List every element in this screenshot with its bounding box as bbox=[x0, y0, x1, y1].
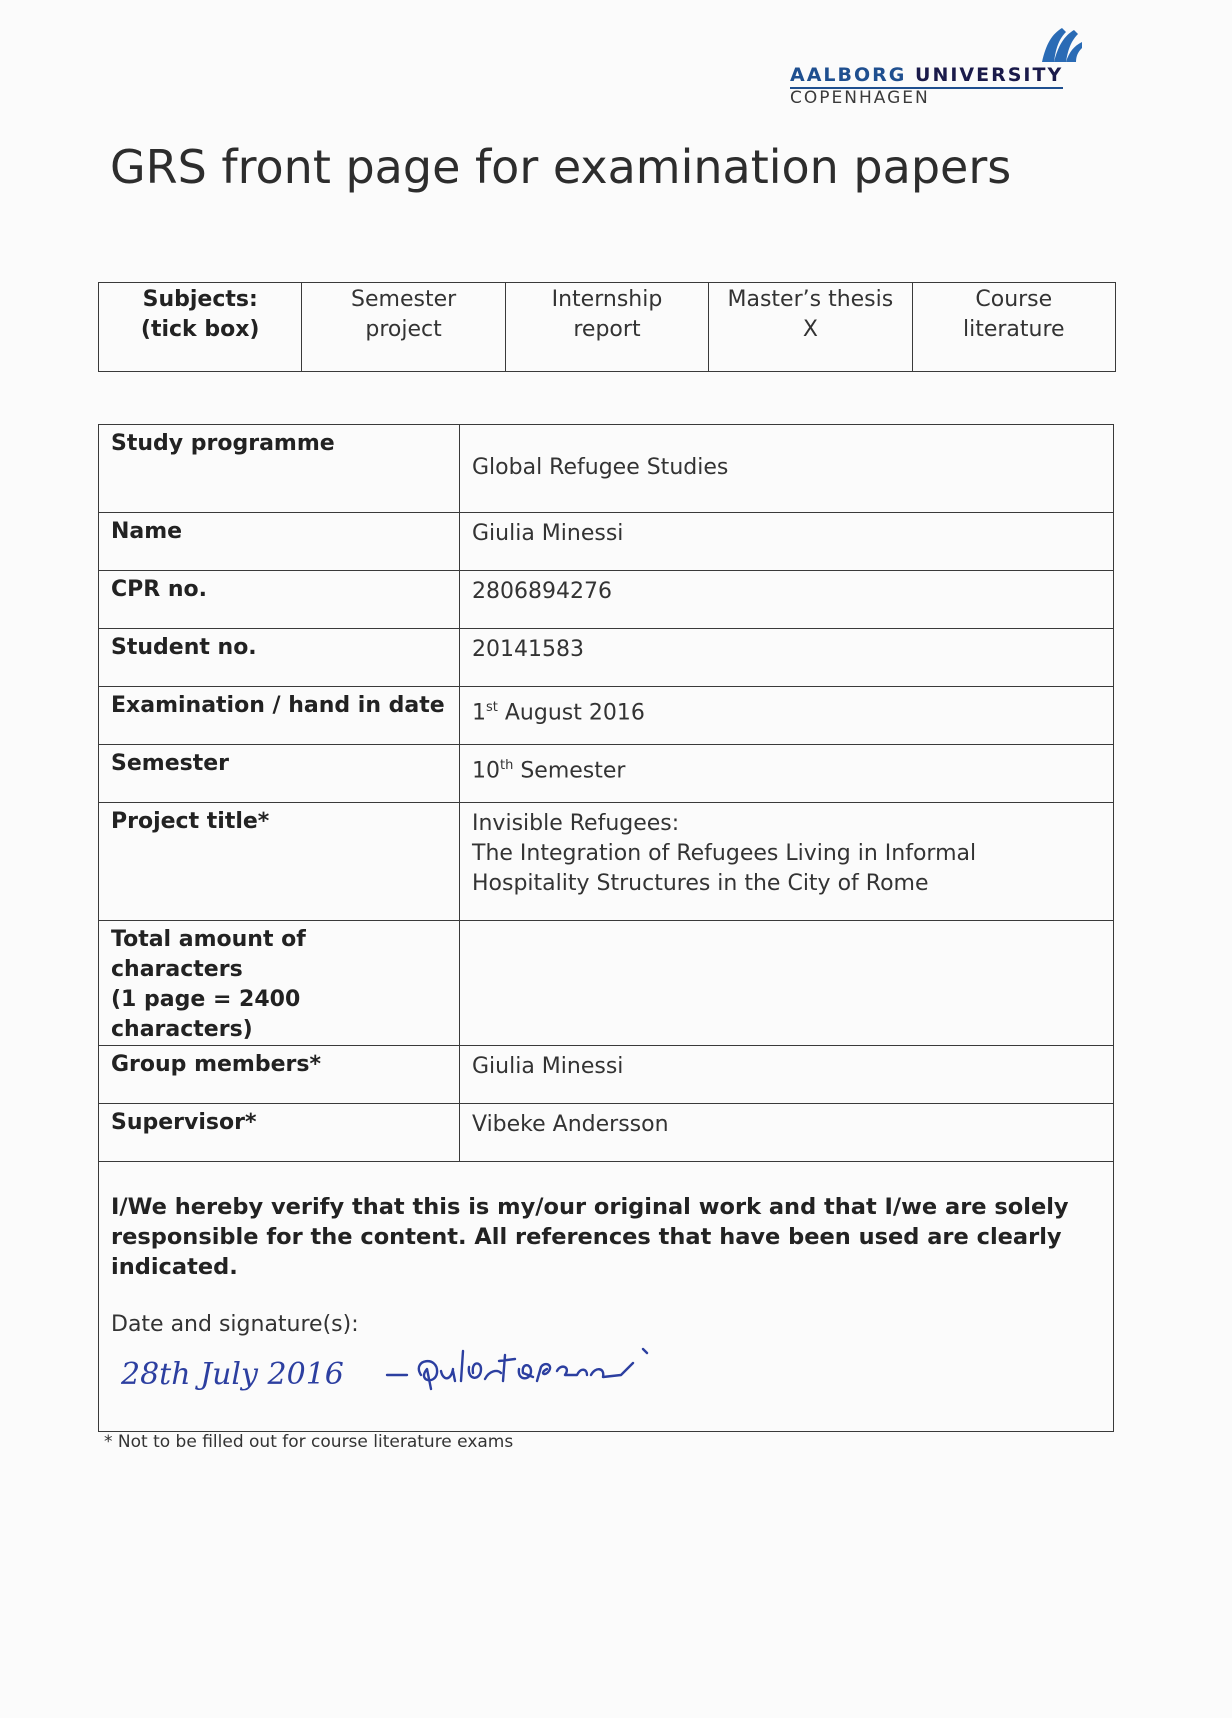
subject-label-line2: project bbox=[365, 317, 442, 342]
exam-date-suffix: st bbox=[486, 700, 498, 715]
subject-course-literature[interactable] bbox=[912, 283, 1115, 372]
value-total-characters[interactable] bbox=[460, 921, 1114, 1046]
signature-label: Date and signature(s): bbox=[111, 1312, 359, 1337]
label-project-title: Project title* bbox=[99, 803, 460, 921]
subject-masters-thesis[interactable] bbox=[709, 283, 912, 372]
subjects-heading-line1: Subjects: bbox=[142, 287, 258, 312]
university-logo bbox=[790, 24, 1110, 108]
row-student-no bbox=[99, 629, 1114, 687]
subjects-heading-line2: (tick box) bbox=[140, 317, 260, 342]
row-semester bbox=[99, 745, 1114, 803]
label-supervisor: Supervisor* bbox=[99, 1104, 460, 1162]
row-supervisor bbox=[99, 1104, 1114, 1162]
row-cpr bbox=[99, 571, 1114, 629]
value-group-members[interactable]: Giulia Minessi bbox=[460, 1046, 1114, 1104]
value-cpr[interactable]: 2806894276 bbox=[460, 571, 1114, 629]
subject-label-line1: Master’s thesis bbox=[727, 287, 894, 312]
exam-date-day: 1 bbox=[472, 700, 486, 726]
label-semester: Semester bbox=[99, 745, 460, 803]
label-student-no: Student no. bbox=[99, 629, 460, 687]
value-student-no[interactable]: 20141583 bbox=[460, 629, 1114, 687]
subjects-table bbox=[98, 282, 1116, 372]
subject-internship-report[interactable] bbox=[505, 283, 708, 372]
semester-suffix: th bbox=[500, 758, 514, 773]
value-project-title[interactable] bbox=[460, 803, 1114, 921]
exam-date-rest: August 2016 bbox=[497, 700, 645, 726]
footnote: * Not to be filled out for course literature exams bbox=[104, 1432, 514, 1452]
label-group-members: Group members* bbox=[99, 1046, 460, 1104]
logo-university-name bbox=[790, 64, 1063, 89]
label-exam-date: Examination / hand in date bbox=[99, 687, 460, 745]
total-chars-line4: characters) bbox=[111, 1017, 253, 1042]
label-total-characters bbox=[99, 921, 460, 1046]
value-semester[interactable] bbox=[460, 745, 1114, 803]
subjects-heading bbox=[99, 283, 302, 372]
value-study-programme[interactable]: Global Refugee Studies bbox=[460, 425, 1114, 513]
subjects-row bbox=[99, 283, 1116, 372]
subject-label-line2: literature bbox=[962, 317, 1065, 342]
subject-label-line2: report bbox=[573, 317, 641, 342]
row-project-title bbox=[99, 803, 1114, 921]
page-title: GRS front page for examination papers bbox=[110, 140, 1012, 194]
signature-area[interactable] bbox=[111, 1347, 1101, 1417]
row-name bbox=[99, 513, 1114, 571]
row-total-characters bbox=[99, 921, 1114, 1046]
subject-label-line1: Course bbox=[975, 287, 1053, 312]
row-declaration bbox=[99, 1162, 1114, 1432]
row-exam-date bbox=[99, 687, 1114, 745]
subject-label-line1: Semester bbox=[351, 287, 457, 312]
value-supervisor[interactable]: Vibeke Andersson bbox=[460, 1104, 1114, 1162]
semester-number: 10 bbox=[472, 758, 500, 784]
label-study-programme: Study programme bbox=[99, 425, 460, 513]
handwritten-date: 28th July 2016 bbox=[121, 1357, 344, 1392]
project-title-line2: The Integration of Refugees Living in Informal bbox=[472, 841, 977, 866]
label-name: Name bbox=[99, 513, 460, 571]
label-cpr: CPR no. bbox=[99, 571, 460, 629]
total-chars-line2: characters bbox=[111, 957, 243, 982]
project-title-line3: Hospitality Structures in the City of Rome bbox=[472, 871, 929, 896]
logo-text-university: UNIVERSITY bbox=[915, 64, 1064, 86]
handwritten-signature-icon bbox=[381, 1341, 681, 1401]
total-chars-line1: Total amount of bbox=[111, 927, 306, 952]
declaration-text: I/We hereby verify that this is my/our original work and that I/we are solely responsible for the content. All references that have been used are clearly indicated. bbox=[111, 1194, 1069, 1280]
student-info-table bbox=[98, 424, 1114, 1432]
total-chars-line3: (1 page = 2400 bbox=[111, 987, 301, 1012]
row-group-members bbox=[99, 1046, 1114, 1104]
value-name[interactable]: Giulia Minessi bbox=[460, 513, 1114, 571]
subject-semester-project[interactable] bbox=[302, 283, 505, 372]
subject-tick-mark: X bbox=[802, 317, 818, 342]
logo-text-aalborg: AALBORG bbox=[790, 64, 907, 86]
semester-rest: Semester bbox=[513, 758, 626, 784]
subject-label-line1: Internship bbox=[551, 287, 663, 312]
row-study-programme bbox=[99, 425, 1114, 513]
project-title-line1: Invisible Refugees: bbox=[472, 811, 680, 836]
value-exam-date[interactable] bbox=[460, 687, 1114, 745]
logo-campus: COPENHAGEN bbox=[790, 88, 930, 108]
aau-emblem-icon bbox=[1036, 24, 1084, 64]
declaration-cell bbox=[99, 1162, 1114, 1432]
